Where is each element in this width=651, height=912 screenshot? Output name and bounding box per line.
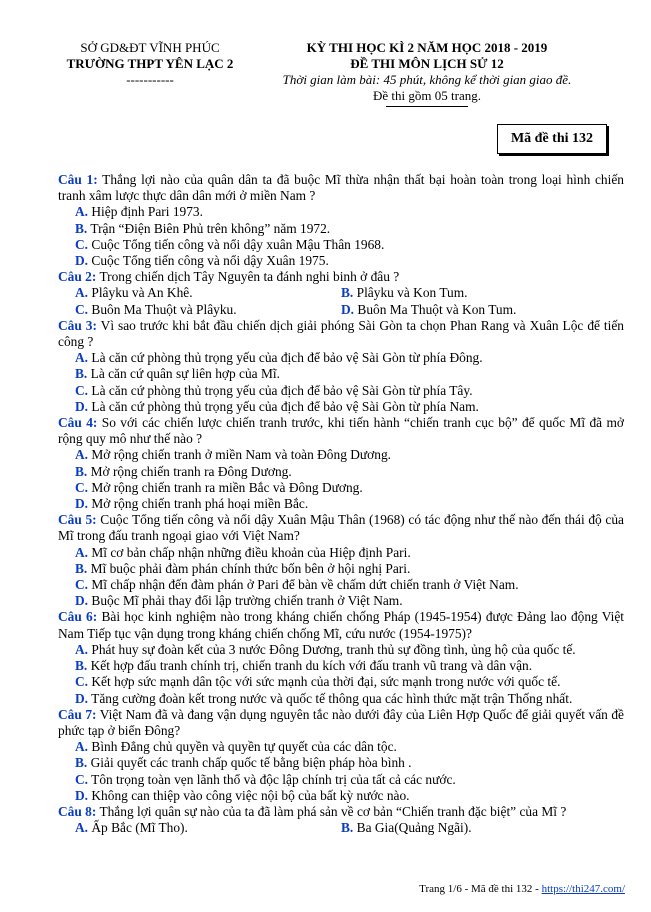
question-2	[58, 269, 624, 318]
school-name: TRƯỜNG THPT YÊN LẠC 2	[66, 56, 234, 71]
question-label: Câu 2:	[58, 269, 97, 285]
question-text: Trong chiến dịch Tây Nguyên ta đánh nghi binh ở đâu ?	[99, 269, 400, 285]
footer-link[interactable]: https://thi247.com/	[541, 883, 625, 895]
question-text: Thắng lợi nào của quân dân ta đã buộc Mĩ thừa nhận thất bại hoàn toàn trong loại hình chiến tranh xâm lược thực dân dân mới ở miền Nam ?	[58, 172, 624, 204]
question-label: Câu 6:	[58, 609, 98, 625]
option-c[interactable]: C. Mở rộng chiến tranh ra miền Bắc và Đông Dương.	[75, 479, 363, 495]
exam-duration: Thời gian làm bài: 45 phút, không kể thời gian giao đề.	[282, 72, 572, 87]
option-row	[58, 285, 624, 301]
question-list	[58, 172, 624, 836]
option-d[interactable]: D. Là căn cứ phòng thủ trọng yếu của địch để bảo vệ Sài Gòn từ phía Nam.	[75, 398, 479, 414]
exam-subject: ĐỀ THI MÔN LỊCH SỬ 12	[350, 56, 504, 71]
question-text: So với các chiến lược chiến tranh trước, khi tiến hành “chiến tranh cục bộ” để quốc Mĩ đã mở rộng quy mô như thế nào ?	[58, 415, 624, 447]
department-name: SỞ GD&ĐT VĨNH PHÚC	[80, 40, 220, 55]
option-a[interactable]: A. Phát huy sự đoàn kết của 3 nước Đông Dương, tranh thủ sự đồng tình, ủng hộ của quốc tế.	[75, 641, 576, 657]
question-stem	[58, 415, 624, 447]
option-b[interactable]: B. Trận “Điện Biên Phủ trên không” năm 1972.	[75, 220, 331, 236]
question-4	[58, 415, 624, 512]
option-c[interactable]: C. Kết hợp sức mạnh dân tộc với sức mạnh của thời đại, sức mạnh trong nước với quốc tế.	[75, 674, 561, 690]
option-row	[58, 820, 624, 836]
option-d[interactable]: D. Tăng cường đoàn kết trong nước và quốc tế thông qua các hình thức mặt trận Thống nhất.	[75, 690, 573, 706]
option-d[interactable]: D. Không can thiệp vào công việc nội bộ của bất kỳ nước nào.	[75, 787, 410, 803]
exam-code: Mã đề thi 132	[510, 131, 594, 146]
page-footer	[0, 883, 625, 895]
question-label: Câu 4:	[58, 415, 98, 431]
option-c[interactable]: C. Tôn trọng toàn vẹn lãnh thổ và độc lập chính trị của tất cả các nước.	[75, 771, 456, 787]
header-divider	[386, 105, 468, 107]
question-stem	[58, 269, 624, 285]
exam-title: KỲ THI HỌC KÌ 2 NĂM HỌC 2018 - 2019	[306, 40, 548, 55]
option-b[interactable]: B. Mở rộng chiến tranh ra Đông Dương.	[75, 463, 292, 479]
option-row	[58, 302, 624, 318]
option-b[interactable]: B. Là căn cứ quân sự liên hợp của Mĩ.	[75, 366, 280, 382]
question-text: Việt Nam đã và đang vận dụng nguyên tắc nào dưới đây của Liên Hợp Quốc để giải quyết vấn đề phức tạp ở biển Đông?	[58, 706, 624, 738]
question-1	[58, 172, 624, 269]
question-3	[58, 318, 624, 415]
question-6	[58, 609, 624, 706]
footer-page-label: Trang 1/6 - Mã đề thi 132 -	[419, 883, 542, 895]
question-stem	[58, 172, 624, 204]
question-stem	[58, 512, 624, 544]
option-b[interactable]: B. Ba Gia(Quảng Ngãi).	[341, 820, 472, 836]
exam-code-box	[497, 124, 607, 154]
option-a[interactable]: A. Ấp Bắc (Mĩ Tho).	[75, 820, 188, 836]
option-d[interactable]: D. Cuộc Tổng tiến công và nổi dậy Xuân 1975.	[75, 253, 329, 269]
question-label: Câu 7:	[58, 706, 97, 722]
option-a[interactable]: A. Là căn cứ phòng thủ trọng yếu của địch để bảo vệ Sài Gòn từ phía Đông.	[75, 350, 483, 366]
question-label: Câu 1:	[58, 172, 98, 187]
option-a[interactable]: A. Hiệp định Pari 1973.	[75, 204, 203, 220]
question-label: Câu 8:	[58, 803, 97, 819]
question-stem	[58, 707, 624, 739]
header-dashes: -----------	[126, 72, 174, 87]
question-label: Câu 3:	[58, 317, 97, 333]
option-d[interactable]: D. Buôn Ma Thuột và Kon Tum.	[341, 301, 517, 317]
option-c[interactable]: C. Cuộc Tổng tiến công và nổi dậy xuân Mậu Thân 1968.	[75, 236, 385, 252]
question-stem	[58, 804, 624, 820]
option-d[interactable]: D. Buộc Mĩ phải thay đổi lập trường chiến tranh ở Việt Nam.	[75, 593, 403, 609]
header-right	[262, 40, 592, 107]
pages-note: Đề thi gồm 05 trang.	[373, 88, 481, 103]
question-label: Câu 5:	[58, 512, 97, 528]
option-a[interactable]: A. Mĩ cơ bản chấp nhận những điều khoản của Hiệp định Pari.	[75, 544, 411, 560]
question-text: Cuộc Tổng tiến công và nổi dậy Xuân Mậu Thân (1968) có tác động như thế nào đến thái độ của Mĩ trong đấu tranh ngoại giao với Việt Nam?	[58, 512, 624, 544]
question-text: Vì sao trước khi bắt đầu chiến dịch giải phóng Sài Gòn ta chọn Phan Rang và Xuân Lộc để tiến công ?	[58, 317, 624, 350]
option-a[interactable]: A. Bình Đẳng chủ quyền và quyền tự quyết của các dân tộc.	[75, 739, 397, 755]
option-d[interactable]: D. Mở rộng chiến tranh phá hoại miền Bắc.	[75, 496, 309, 512]
question-text: Bài học kinh nghiệm nào trong kháng chiến chống Pháp (1945-1954) được Đảng lao động Việt Nam Tiếp tục vận dụng trong kháng chiến chống Mĩ, cứu nước (1954-1975)?	[58, 609, 624, 641]
question-stem	[58, 318, 624, 350]
question-5	[58, 512, 624, 609]
option-b[interactable]: B. Giải quyết các tranh chấp quốc tế bằng biện pháp hòa bình .	[75, 755, 412, 771]
option-a[interactable]: A. Plâyku và An Khê.	[75, 285, 193, 301]
option-a[interactable]: A. Mở rộng chiến tranh ở miền Nam và toàn Đông Dương.	[75, 447, 391, 463]
question-8	[58, 804, 624, 836]
option-b[interactable]: B. Kết hợp đấu tranh chính trị, chiến tranh du kích với đấu tranh vũ trang và dân vận.	[75, 658, 533, 674]
option-b[interactable]: B. Mĩ buộc phải đàm phán chính thức bốn bên ở hội nghị Pari.	[75, 560, 411, 576]
option-c[interactable]: C. Buôn Ma Thuột và Plâyku.	[75, 301, 237, 317]
option-c[interactable]: C. Mĩ chấp nhận đến đàm phán ở Pari để bàn về chấm dứt chiến tranh ở Việt Nam.	[75, 577, 519, 593]
question-stem	[58, 609, 624, 641]
question-7	[58, 707, 624, 804]
option-c[interactable]: C. Là căn cứ phòng thủ trọng yếu của địch để bảo vệ Sài Gòn từ phía Tây.	[75, 382, 473, 398]
option-b[interactable]: B. Plâyku và Kon Tum.	[341, 285, 468, 301]
header-left	[40, 40, 260, 88]
question-text: Thắng lợi quân sự nào của ta đã làm phá sản về cơ bản “Chiến tranh đặc biệt” của Mĩ ?	[99, 803, 567, 819]
